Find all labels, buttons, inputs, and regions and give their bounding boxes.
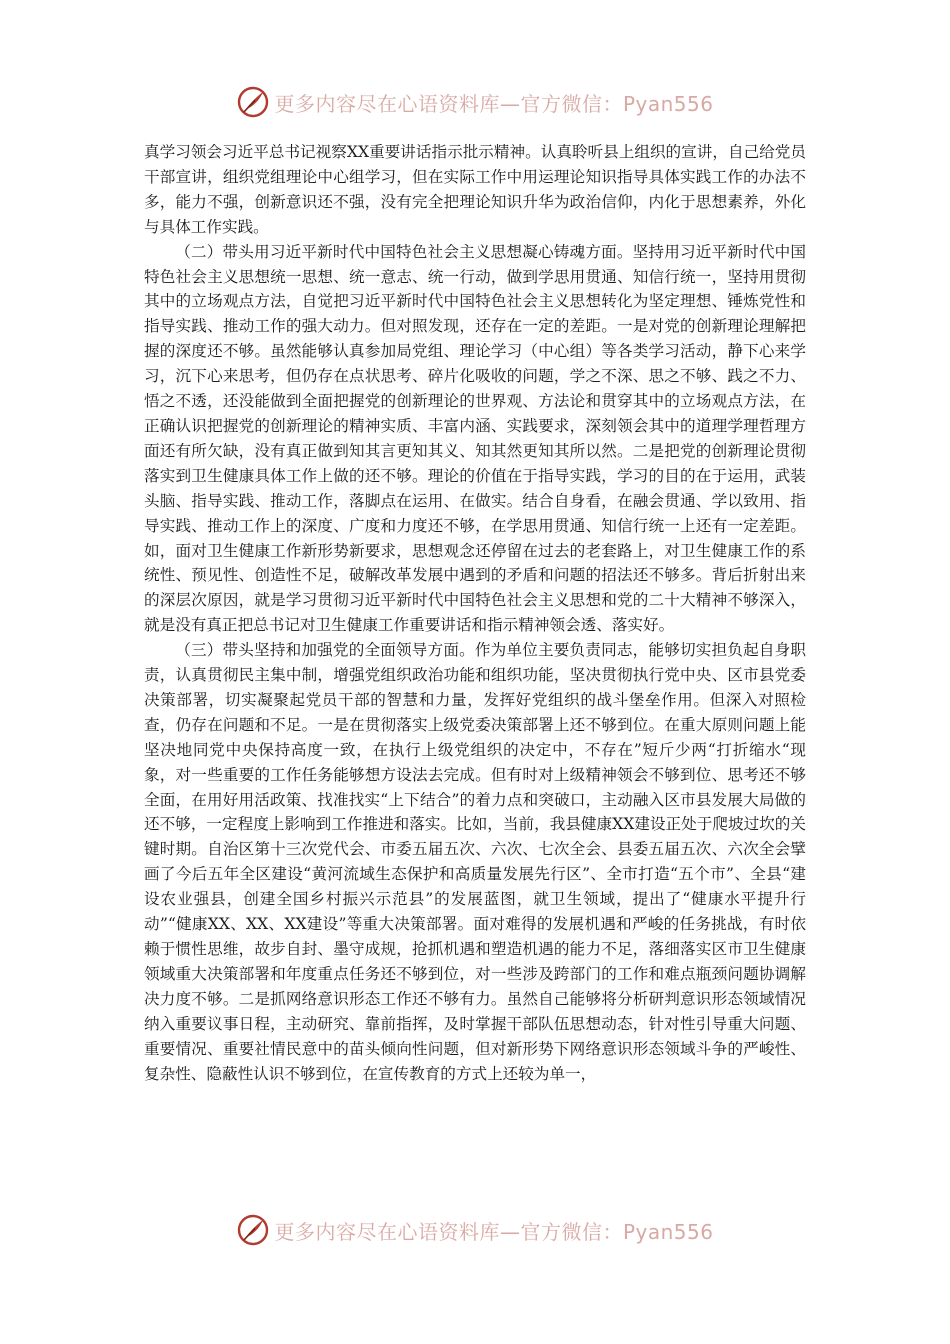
paragraph-section-three: （三）带头坚持和加强党的全面领导方面。作为单位主要负责同志，能够切实担负起自身职责，认真贯彻民主集中制，增强党组织政治功能和组织功能，坚决贯彻执行党中央、区市县党委决策部署，切实凝聚起党员干部的智慧和力量，发挥好党组织的战斗堡垒作用。但深入对照检查，仍存在问题和不足。一是在贯彻落实上级党委决策部署上还不够到位。在重大原则问题上能坚决地同党中央保持高度一致，在执行上级党组织的决定中，不存在”短斤少两“打折缩水“现象，对一些重要的工作任务能够想方设法去完成。但有时对上级精神领会不够到位、思考还不够全面，在用好用活政策、找准找实“上下结合”的着力点和突破口，主动融入区市县发展大局做的还不够，一定程度上影响到工作推进和落实。比如，当前，我县健康XX建设正处于爬坡过坎的关键时期。自治区第十三次党代会、市委五届五次、六次、七次全会、县委五届五次、六次全会擘画了今后五年全区建设“黄河流域生态保护和高质量发展先行区”、全市打造“五个市”、全县“建设农业强县，创建全国乡村振兴示范县”的发展蓝图，就卫生领域，提出了“健康水平提升行动”“健康XX、XX、XX建设”等重大决策部署。面对难得的发展机遇和严峻的任务挑战，有时依赖于惯性思维，故步自封、墨守成规，抢抓机遇和塑造机遇的能力不足，落细落实区市卫生健康领域重大决策部署和年度重点任务还不够到位，对一些涉及跨部门的工作和难点瓶颈问题协调解决力度不够。二是抓网络意识形态工作还不够有力。虽然自己能够将分析研判意识形态领域情况纳入重要议事日程，主动研究、靠前指挥，及时掌握干部队伍思想动态，针对性引导重大问题、重要情况、重要社情民意中的苗头倾向性问题，但对新形势下网络意识形态领域斗争的严峻性、复杂性、隐蔽性认识不够到位，在宣传教育的方式上还较为单一，: [144, 641, 806, 1083]
header-banner-text: 更多内容尽在心语资料库—官方微信：Pyan556: [274, 91, 714, 116]
feather-logo-icon: [236, 85, 270, 119]
document-body: [144, 140, 806, 1086]
paragraph-section-two: （二）带头用习近平新时代中国特色社会主义思想凝心铸魂方面。坚持用习近平新时代中国特色社会主义思想统一思想、统一意志、统一行动，做到学思用贯通、知信行统一，坚持用贯彻其中的立场观点方法，自觉把习近平新时代中国特色社会主义思想转化为坚定理想、锤炼党性和指导实践、推动工作的强大动力。但对照发现，还存在一定的差距。一是对党的创新理论理解把握的深度还不够。虽然能够认真参加局党组、理论学习（中心组）等各类学习活动，静下心来学习，沉下心来思考，但仍存在点状思考、碎片化吸收的问题，学之不深、思之不够、践之不力、悟之不透，还没能做到全面把握党的创新理论的世界观、方法论和贯穿其中的立场观点方法，在正确认识把握党的创新理论的精神实质、丰富内涵、实践要求，深刻领会其中的道理学理哲理方面还有所欠缺，没有真正做到知其言更知其义、知其然更知其所以然。二是把党的创新理论贯彻落实到卫生健康具体工作上做的还不够。理论的价值在于指导实践，学习的目的在于运用，武装头脑、指导实践、推动工作，落脚点在运用、在做实。结合自身看，在融会贯通、学以致用、指导实践、推动工作上的深度、广度和力度还不够，在学思用贯通、知信行统一上还有一定差距。如，面对卫生健康工作新形势新要求，思想观念还停留在过去的老套路上，对卫生健康工作的系统性、预见性、创造性不足，破解改革发展中遇到的矛盾和问题的招法还不够多。背后折射出来的深层次原因，就是学习贯彻习近平新时代中国特色社会主义思想和党的二十大精神不够深入，就是没有真正把总书记对卫生健康工作重要讲话和指示精神领会透、落实好。: [144, 242, 806, 635]
paragraph-continuation: 真学习领会习近平总书记视察XX重要讲话指示批示精神。认真聆听县上组织的宣讲，自己给党员干部宣讲，组织党组理论中心组学习，但在实际工作中用运理论知识指导具体实践工作的办法不多，能力不强，创新意识还不强，没有完全把理论知识升华为政治信仰，内化于思想素养，外化与具体工作实践。: [144, 143, 806, 236]
feather-logo-icon: [236, 1213, 270, 1247]
footer-banner-text: 更多内容尽在心语资料库—官方微信：Pyan556: [274, 1219, 714, 1244]
header-watermark-banner: [0, 82, 950, 122]
footer-watermark-banner: [0, 1210, 950, 1250]
